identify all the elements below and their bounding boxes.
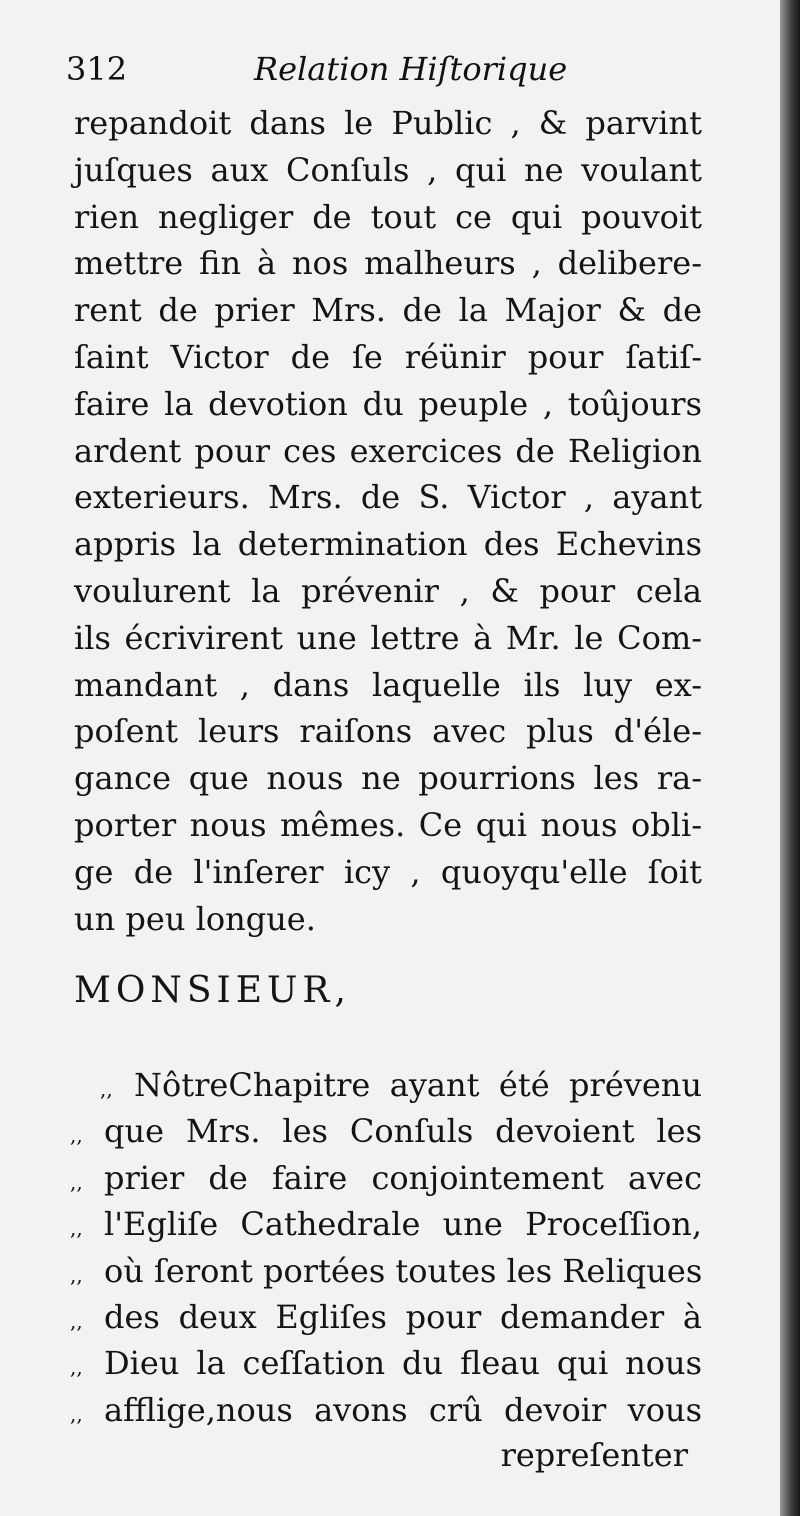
quoted-line-text: où ſeront portées toutes les Reliques <box>104 1251 703 1290</box>
text-line: mandant , dans laquelle ils luy ex- <box>74 665 702 704</box>
text-line: gance que nous ne pourrions les ra- <box>74 759 702 798</box>
text-line: poſent leurs raiſons avec plus d'éle- <box>74 712 702 751</box>
text-line: appris la determination des Echevins <box>74 525 702 564</box>
text-line: rien negliger de tout ce qui pouvoit <box>74 197 702 236</box>
page-edge-shadow <box>780 0 800 1516</box>
text-line: repandoit dans le Public , & parvint <box>74 104 702 142</box>
page-header <box>66 50 706 90</box>
catchword: repreſenter <box>500 1436 688 1474</box>
quote-mark: ,, <box>70 1169 83 1194</box>
quote-mark: ,, <box>70 1216 83 1241</box>
quoted-line-text: l'Egliſe Cathedrale une Proceſſion, <box>104 1205 702 1244</box>
quoted-line <box>70 1294 702 1340</box>
text-line: ſaint Victor de ſe réünir pour ſatiſ- <box>74 337 702 376</box>
quoted-line-text: NôtreChapitre ayant été prévenu <box>134 1066 702 1104</box>
quoted-line <box>70 1108 702 1154</box>
quoted-line-text: que Mrs. les Conſuls devoient les <box>104 1112 702 1151</box>
quote-mark: ,, <box>70 1262 83 1287</box>
quoted-line-text: prier de faire conjointement avec <box>104 1158 702 1197</box>
text-line: voulurent la prévenir , & pour cela <box>74 571 702 610</box>
quoted-line <box>70 1387 702 1433</box>
text-line: rent de prier Mrs. de la Major & de <box>74 291 702 330</box>
text-line: ardent pour ces exercices de Religion <box>74 431 702 470</box>
quoted-line-text: des deux Egliſes pour demander à <box>104 1297 702 1336</box>
text-line: porter nous mêmes. Ce qui nous obli- <box>74 805 702 844</box>
text-line-last: un peu longue. <box>74 899 316 938</box>
page-number: 312 <box>66 50 128 88</box>
running-head: Relation Hiſtorique <box>254 50 568 88</box>
quote-mark: ,, <box>70 1401 83 1426</box>
text-line: mettre fin à nos malheurs , delibere- <box>74 244 702 283</box>
text-line: faire la devotion du peuple , toûjours <box>74 384 702 423</box>
quote-mark: ,, <box>70 1123 83 1148</box>
quoted-line-text: Dieu la ceſſation du fleau qui nous <box>104 1344 702 1383</box>
quote-mark: ,, <box>70 1308 83 1333</box>
quote-mark: ,, <box>70 1355 83 1380</box>
letter-quote <box>70 1062 702 1433</box>
quoted-line <box>70 1201 702 1247</box>
quoted-line <box>70 1248 702 1294</box>
text-line: ge de l'inſerer icy , quoyqu'elle ſoit <box>74 852 702 891</box>
quoted-line <box>70 1155 702 1201</box>
quoted-line <box>70 1062 702 1108</box>
text-line: ils écrivirent une lettre à Mr. le Com- <box>74 618 702 657</box>
text-line: exterieurs. Mrs. de S. Victor , ayant <box>74 478 702 517</box>
body-paragraph <box>74 100 702 942</box>
text-line: juſques aux Conſuls , qui ne voulant <box>74 150 702 189</box>
letter-salutation: MONSIEUR, <box>74 970 351 1011</box>
quoted-line <box>70 1340 702 1386</box>
quoted-line-text: afflige,nous avons crû devoir vous <box>104 1390 702 1429</box>
quote-mark: ,, <box>100 1077 113 1101</box>
